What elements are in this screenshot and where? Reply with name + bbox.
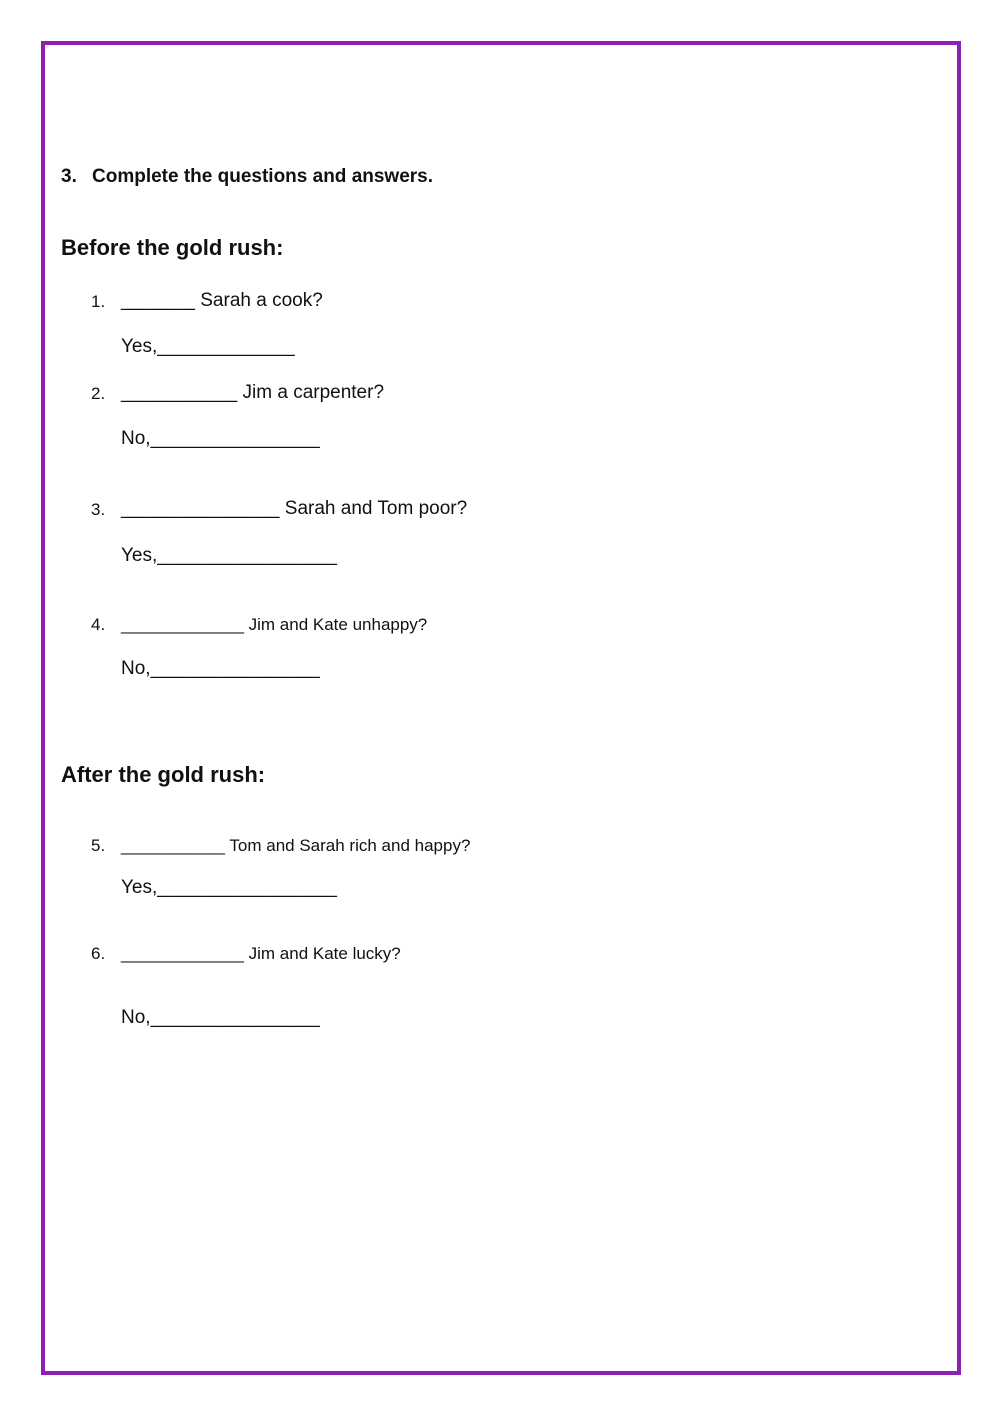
question-text: _______________ Sarah and Tom poor? (121, 498, 468, 519)
instruction-text: Complete the questions and answers. (92, 166, 434, 187)
answer-line: No,________________ (121, 1007, 320, 1028)
question-text: ___________ Tom and Sarah rich and happy? (121, 836, 471, 855)
question-number: 5. (91, 836, 106, 855)
question-text: ___________ Jim a carpenter? (121, 382, 385, 403)
question-number: 6. (91, 944, 106, 963)
answer-line: No,________________ (121, 658, 320, 679)
question-text: _____________ Jim and Kate lucky? (121, 944, 401, 963)
question-number: 2. (91, 384, 106, 403)
answer-line: No,________________ (121, 428, 320, 449)
answer-line: Yes,_____________ (121, 336, 295, 357)
instruction (61, 166, 433, 188)
question-text: _____________ Jim and Kate unhappy? (121, 615, 428, 634)
question-number: 4. (91, 615, 106, 634)
answer-line: Yes,_________________ (121, 877, 337, 898)
section-heading-before: Before the gold rush: (61, 235, 284, 260)
question-number: 3. (91, 500, 106, 519)
section-heading-after: After the gold rush: (61, 762, 266, 787)
question-text: _______ Sarah a cook? (121, 290, 323, 311)
instruction-number: 3. (61, 166, 77, 187)
answer-line: Yes,_________________ (121, 545, 337, 566)
question-number: 1. (91, 292, 106, 311)
